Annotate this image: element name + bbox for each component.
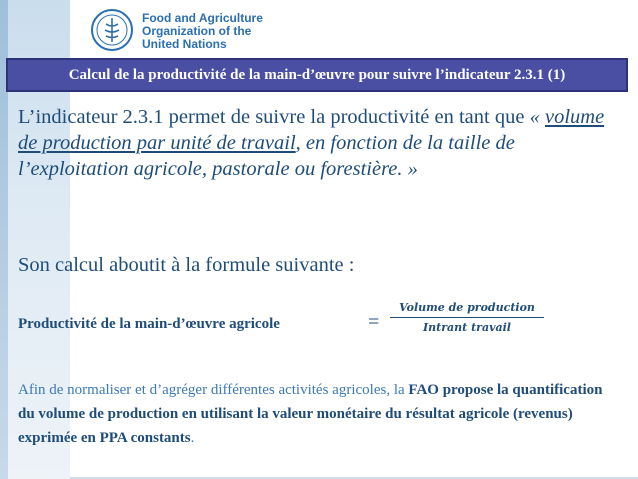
normalisation-fao: FAO	[408, 382, 439, 398]
formula-equals: =	[368, 311, 380, 333]
logo-line-3: United Nations	[142, 37, 227, 51]
indicator-paragraph	[18, 104, 618, 182]
formula-denominator: Intrant travail	[423, 321, 511, 334]
quote-rest: , en fonction de la taille de l’exploitation agricole, pastorale ou forestière. »	[18, 132, 515, 180]
formula-label: Productivité de la main-d’œuvre agricole	[18, 316, 280, 332]
normalisation-paragraph	[18, 378, 618, 450]
normalisation-end: .	[190, 430, 195, 446]
indicator-underlined: volume de production par unité de travail	[18, 106, 605, 154]
formula-numerator: Volume de production	[399, 301, 535, 314]
fao-logo	[90, 8, 410, 58]
logo-line-1: Food and Agriculture	[142, 11, 263, 25]
indicator-intro: L’indicateur 2.3.1 permet de suivre la productivité en tant que	[18, 106, 530, 128]
quote-open: «	[529, 106, 545, 128]
formula-intro-paragraph: Son calcul aboutit à la formule suivante :	[18, 254, 355, 276]
logo-line-2: Organization of the	[142, 24, 252, 38]
formula-block	[18, 300, 618, 346]
fraction-bar	[390, 317, 544, 318]
normalisation-part2: propose la quantification du volume de production en utilisant la valeur monétaire du résultat agricole (revenus) exprimée en PPA constants	[18, 382, 603, 446]
formula-fraction	[386, 300, 548, 335]
slide-content	[18, 104, 618, 446]
normalisation-part1: Afin de normaliser et d’agréger différentes activités agricoles, la	[18, 382, 409, 398]
fao-logo-text	[142, 12, 263, 51]
slide-title-bar	[6, 58, 628, 92]
slide-title: Calcul de la productivité de la main-d’œuvre pour suivre l’indicateur 2.3.1 (1)	[68, 66, 566, 83]
fao-emblem-icon	[90, 8, 134, 52]
